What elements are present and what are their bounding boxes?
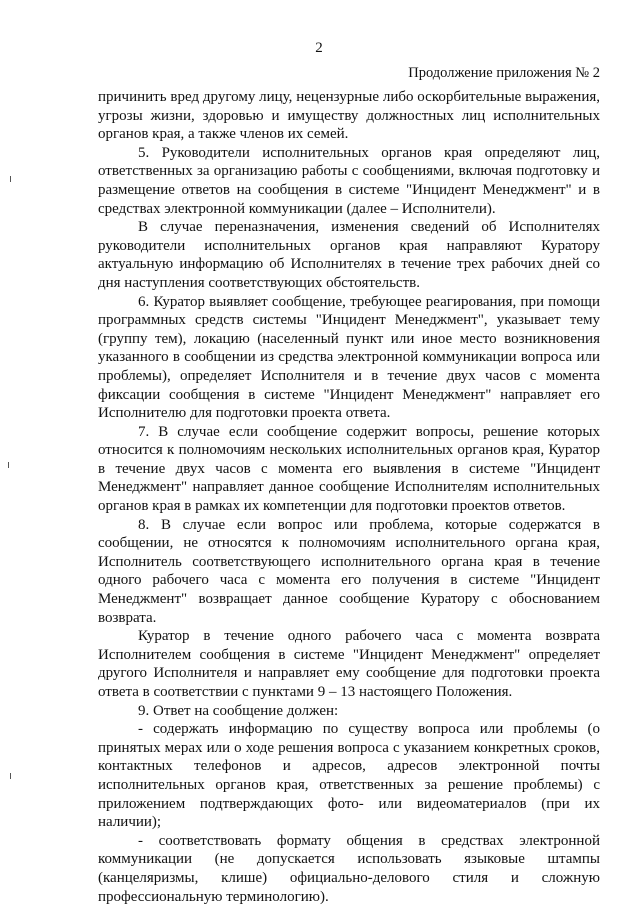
- paragraph: 6. Куратор выявляет сообщение, требующее реагирования, при помощи программных средств системы "Инцидент Менеджмент", указывает тему (группу тем), локацию (населенный пункт или иное место возникновения указанного в сообщении из средства электронной коммуникации вопроса или проблемы), определяет Исполнителя и в течение двух часов с момента фиксации сообщения в системе "Инцидент Менеджмент" направляет его Исполнителю для подготовки проекта ответа.: [98, 293, 600, 422]
- page-number: 2: [315, 40, 323, 56]
- continuation-note: Продолжение приложения № 2: [408, 65, 600, 81]
- paragraph: 9. Ответ на сообщение должен:: [138, 702, 339, 719]
- list-item: - соответствовать формату общения в средствах электронной коммуникации (не допускается использовать языковые штампы (канцеляризмы, клише) официально-делового стиля и сложную профессиональную терминологию).: [98, 832, 600, 905]
- scan-mark: [8, 462, 9, 468]
- document-body: [98, 88, 600, 906]
- scan-mark: [10, 176, 11, 182]
- paragraph: В случае переназначения, изменения сведений об Исполнителях руководители исполнительных органов края направляют Куратору актуальную информацию об Исполнителях в течение трех рабочих дней со дня наступления соответствующих обстоятельств.: [98, 219, 600, 291]
- scan-mark: [10, 773, 11, 779]
- paragraph: Куратор в течение одного рабочего часа с момента возврата Исполнителем сообщения в системе "Инцидент Менеджмент" определяет другого Исполнителя и направляет ему сообщение для подготовки проекта ответа в соответствии с пунктами 9 – 13 настоящего Положения.: [98, 628, 600, 700]
- paragraph: 7. В случае если сообщение содержит вопросы, решение которых относится к полномочиям нескольких исполнительных органов края, Куратор в течение двух часов с момента его выявления в системе "Инцидент Менеджмент" направляет данное сообщение Исполнителям исполнительных органов края в рамках их компетенции для подготовки проектов ответов.: [98, 423, 600, 515]
- paragraph: причинить вред другому лицу, нецензурные либо оскорбительные выражения, угрозы жизни, здоровью и имуществу должностных лиц исполнительных органов края, а также членов их семей.: [98, 89, 600, 143]
- list-item: - содержать информацию по существу вопроса или проблемы (о принятых мерах или о ходе решения вопроса с указанием конкретных сроков, контактных телефонов и адресов, адресов электронной почты исполнительных органов края, ответственных за решение проблемы) с приложением подтверждающих фото- или видеоматериалов (при их наличии);: [98, 721, 600, 831]
- paragraph: 8. В случае если вопрос или проблема, которые содержатся в сообщении, не относятся к полномочиям исполнительного органа края, Исполнитель соответствующего исполнительного органа края в течение одного рабочего часа с момента его получения в системе "Инцидент Менеджмент" возвращает данное сообщение Куратору с обоснованием возврата.: [98, 516, 600, 626]
- paragraph: 5. Руководители исполнительных органов края определяют лиц, ответственных за организацию работы с сообщениями, включая подготовку и размещение ответов на сообщения в системе "Инцидент Менеджмент" и в средствах электронной коммуникации (далее – Исполнители).: [98, 144, 600, 217]
